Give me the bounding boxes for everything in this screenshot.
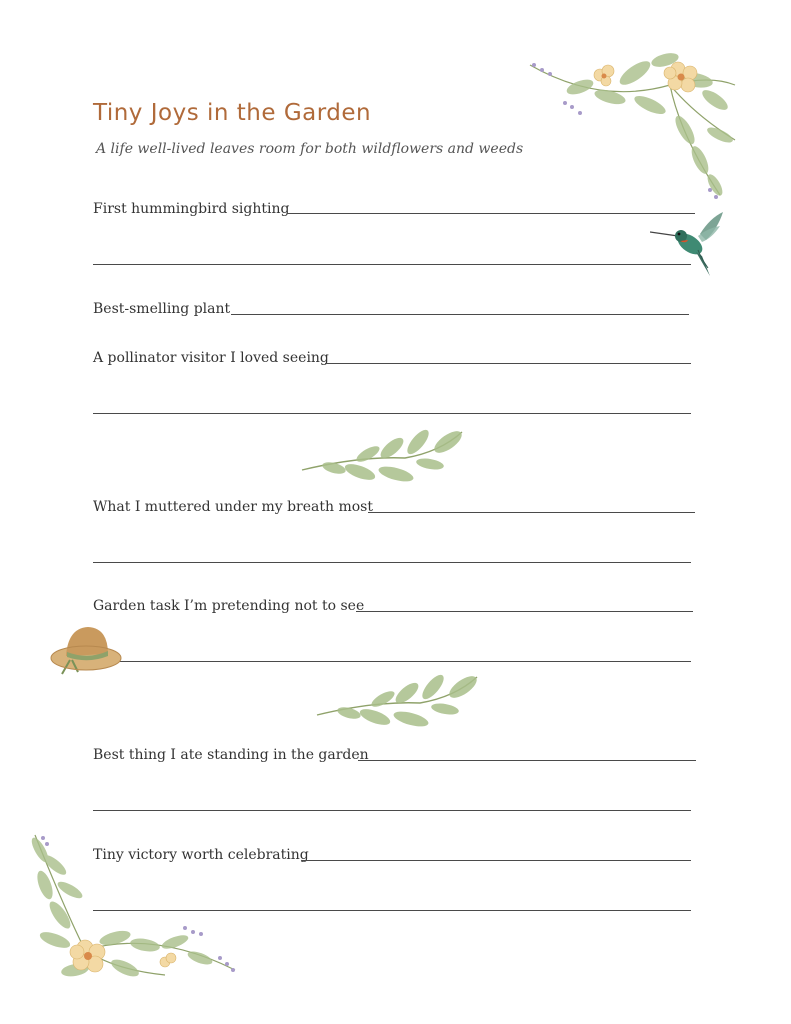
leaf-sprig-icon xyxy=(315,673,480,735)
answer-line[interactable] xyxy=(356,611,693,612)
prompt-label: First hummingbird sighting xyxy=(93,201,290,217)
prompt-label: What I muttered under my breath most xyxy=(93,499,373,515)
prompt-label: Best thing I ate standing in the garden xyxy=(93,747,369,763)
answer-line[interactable] xyxy=(93,562,691,563)
answer-line[interactable] xyxy=(358,760,696,761)
answer-line[interactable] xyxy=(93,264,691,265)
answer-line[interactable] xyxy=(368,512,695,513)
hummingbird-icon xyxy=(650,210,725,280)
floral-corner-icon xyxy=(15,830,245,990)
floral-corner-icon xyxy=(520,45,750,210)
answer-line[interactable] xyxy=(231,314,689,315)
page-title: Tiny Joys in the Garden xyxy=(93,100,372,126)
prompt-label: Best-smelling plant xyxy=(93,301,231,317)
answer-line[interactable] xyxy=(287,213,695,214)
straw-hat-icon xyxy=(50,622,125,678)
answer-line[interactable] xyxy=(325,363,691,364)
answer-line[interactable] xyxy=(93,413,691,414)
answer-line[interactable] xyxy=(302,860,691,861)
answer-line[interactable] xyxy=(93,661,691,662)
answer-line[interactable] xyxy=(93,810,691,811)
prompt-label: Tiny victory worth celebrating xyxy=(93,847,309,863)
leaf-sprig-icon xyxy=(300,428,465,490)
page-subtitle: A life well-lived leaves room for both wildflowers and weeds xyxy=(96,141,524,157)
prompt-label: Garden task I’m pretending not to see xyxy=(93,598,365,614)
prompt-label: A pollinator visitor I loved seeing xyxy=(93,350,329,366)
